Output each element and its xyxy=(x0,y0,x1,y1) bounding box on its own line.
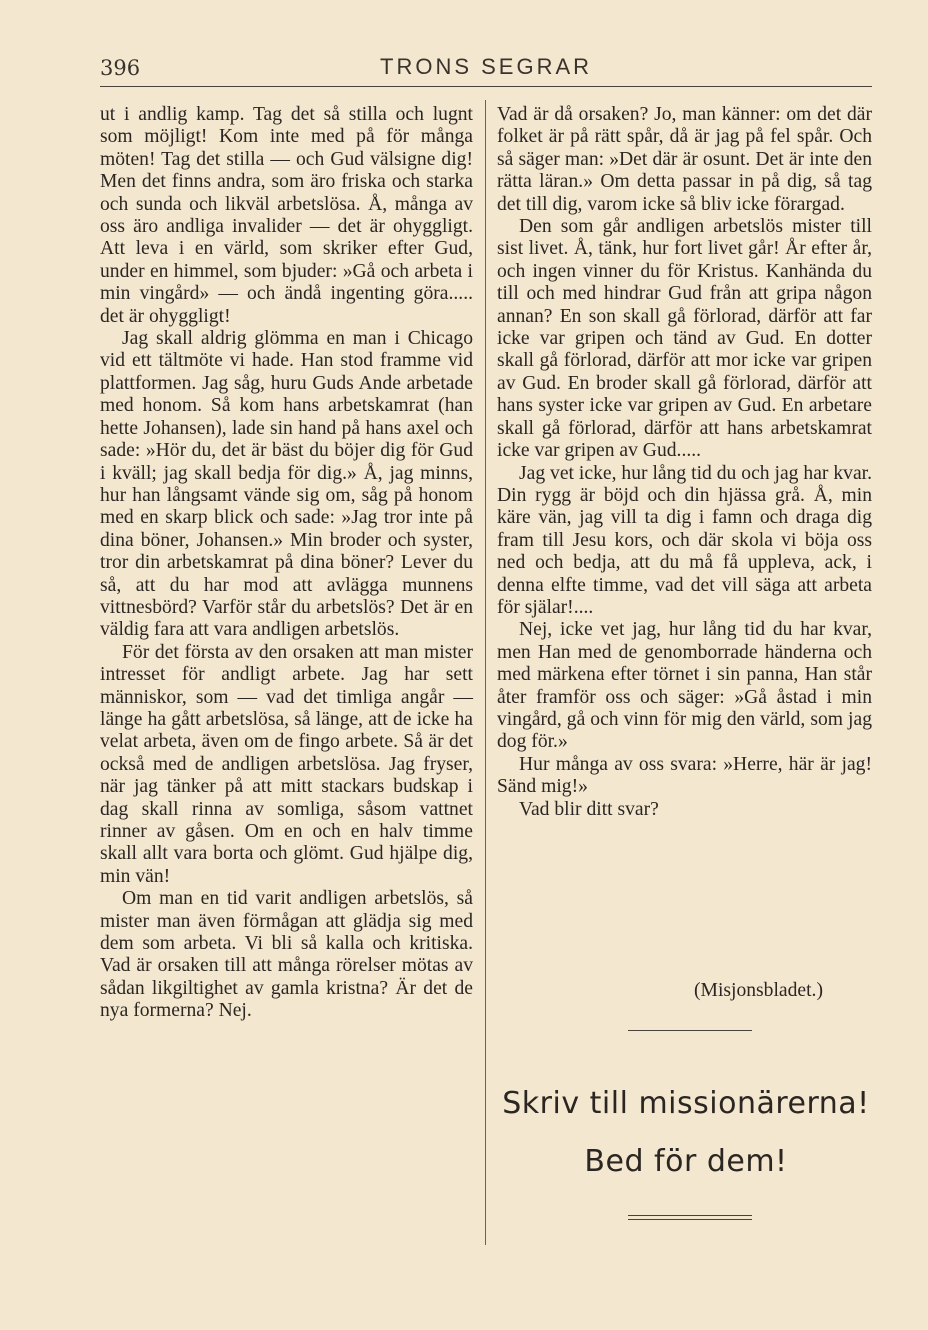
right-paragraph-2: Den som går andligen arbetslös mister till sist livet. Å, tänk, hur fort livet går! År efter år, och ingen vinner du för Kristus. Kanhända du till och med hindrar Gud från att gripa någon annan? En son skall gå förlorad, därför att far icke var gripen och tänd av Gud. En dotter skall gå förlorad, därför att mor icke var gripen av Gud. En broder skall gå förlorad, därför att hans syster icke var gripen av Gud. En arbetare skall gå förlorad, därför att hans arbetskamrat icke var gripen av Gud..... xyxy=(497,216,872,462)
notice-line-1: Skriv till missionärerna! xyxy=(502,1086,870,1121)
left-paragraph-2: Jag skall aldrig glömma en man i Chicago vid ett tältmöte vi hade. Han stod framme vid plattformen. Jag såg, huru Guds Ande arbetade med honom. Så kom hans arbetskamrat (han hette Johansen), lade sin hand på hans axel och sade: »Hör du, det är bäst du böjer dig för Gud i kväll; jag skall bedja för dig.» Å, jag minns, hur han långsamt vände sig om, såg på honom med en skarp blick och sade: »Jag tror inte på dina böner, Johansen.» Min broder och syster, tror din arbetskamrat på dina böner? Lever du så, att du har mod att avlägga munnens vittnesbörd? Varför står du arbetslös? Det är en väldig fara att vara andligen arbetslös. xyxy=(100,328,473,641)
notice-bottom-rule-2 xyxy=(628,1219,752,1220)
notice-line-2: Bed för dem! xyxy=(584,1144,788,1179)
header-rule xyxy=(100,86,872,87)
right-paragraph-3: Jag vet icke, hur lång tid du och jag har kvar. Din rygg är böjd och din hjässa grå. Å, min käre vän, jag vill ta dig i famn och draga dig fram till Jesu kors, och där skola vi böja oss ned och bedja, att du må få uppleva, ack, i denna elfte timme, vad det vill säga att arbeta för själar!.... xyxy=(497,462,872,618)
right-column xyxy=(497,104,872,821)
right-paragraph-4: Nej, icke vet jag, hur lång tid du har kvar, men Han med de genomborrade händerna och med märkena efter törnet i sin panna, Han står åter framför oss och säger: »Gå åstad i min vingård, gå och vinn för mig den värld, som jag dog för.» xyxy=(497,619,872,753)
page-number: 396 xyxy=(100,56,141,80)
running-title: TRONS SEGRAR xyxy=(380,54,593,79)
left-paragraph-3: För det första av den orsaken att man mister intresset för andligt arbete. Jag har sett människor, som — vad det timliga angår — länge ha gått arbetslösa, så länge, att de icke ha velat arbeta, även om de fingo arbete. Så är det också med de andligen arbetslösa. Jag fryser, när jag tänker på att mitt stackars budskap i dag skall rinna av somliga, såsom vattnet rinner av gåsen. Om en och en halv timme skall allt vara borta och glömt. Gud hjälpe dig, min vän! xyxy=(100,641,473,887)
source-attribution: (Misjonsbladet.) xyxy=(694,980,823,1001)
left-paragraph-4: Om man en tid varit andligen arbetslös, så mister man även förmågan att glädja sig med dem som arbeta. Vi bli så kalla och kritiska. Vad är orsaken till att många rörelser mötas av sådan likgiltighet av gamla kristna? Är det de nya formerna? Nej. xyxy=(100,888,473,1022)
left-column xyxy=(100,104,473,1023)
left-paragraph-1: ut i andlig kamp. Tag det så stilla och lugnt som möjligt! Kom inte med på för många möten! Tag det stilla — och Gud välsigne dig! Men det finns andra, som äro friska och starka och sunda och likväl arbetslösa. Å, många av oss äro andliga invalider — det är ohyggligt. Att leva i en värld, som skriker efter Gud, under en himmel, som bjuder: »Gå och arbeta i min vingård» — och ändå ingenting göra..... det är ohyggligt! xyxy=(100,104,473,327)
column-divider xyxy=(485,100,486,1245)
right-paragraph-6: Vad blir ditt svar? xyxy=(519,798,659,820)
notice-top-rule xyxy=(628,1030,752,1031)
right-paragraph-1: Vad är då orsaken? Jo, man känner: om det där folket är på rätt spår, då är jag på fel spår. Och så säger man: »Det där är osunt. Det är inte den rätta läran.» Om detta passar in på dig, så tag det till dig, varom icke så bliv icke förargad. xyxy=(497,104,872,215)
notice-bottom-rule-1 xyxy=(628,1215,752,1216)
right-paragraph-5: Hur många av oss svara: »Herre, här är jag! Sänd mig!» xyxy=(497,753,872,798)
